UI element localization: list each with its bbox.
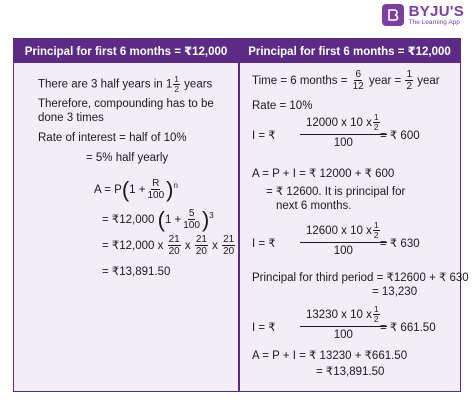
left-final-amount: = ₹13,891.50 <box>102 266 171 278</box>
solution-table <box>13 38 469 392</box>
principal-note-line-1: = ₹ 12600. It is principal for <box>266 186 406 198</box>
compounding-line-2: done 3 times <box>38 112 104 124</box>
interest-3-result: = ₹ 661.50 <box>380 322 436 334</box>
left-column-header: Principal for first 6 months = ₹12,000 <box>14 39 238 63</box>
byjus-logo <box>382 4 464 27</box>
third-principal-line: Principal for third period = ₹12600 + ₹ 630 <box>252 272 469 284</box>
time-line: Time = 6 months = $\frac{6}{12}$ year = $\frac{1}{2}$ year <box>252 69 440 93</box>
principal-note-line-2: next 6 months. <box>276 200 352 212</box>
interest-1-prefix: I = ₹ <box>252 130 276 142</box>
column-divider <box>238 39 240 391</box>
amount-3-line: A = P + I = ₹ 13230 + ₹661.50 <box>252 350 408 362</box>
product-formula: = ₹12,000 x $\frac{21}{20}$ x $\frac{21}{20}$ x $\frac{21}{20}$ <box>102 234 235 258</box>
interest-3-fraction: 13230 x 10 x $\frac{1}{2}$ 100 <box>300 305 387 341</box>
byjus-b-icon <box>382 4 404 26</box>
interest-2-fraction: 12600 x 10 x $\frac{1}{2}$ 100 <box>300 221 387 257</box>
interest-2-result: = ₹ 630 <box>380 238 420 250</box>
rate-10-line: Rate = 10% <box>252 100 313 112</box>
substituted-formula: = ₹12,000 (1 + $\frac{5}{100}$ )$^3$ <box>102 206 214 232</box>
third-principal-value: = 13,230 <box>372 286 418 298</box>
half-years-line: There are 3 half years in 1 $\frac{1}{2}$ years <box>38 74 213 94</box>
interest-1-result: = ₹ 600 <box>380 130 420 142</box>
logo-brand: BYJU'S <box>408 3 464 20</box>
interest-1-fraction: 12000 x 10 x $\frac{1}{2}$ 100 <box>300 113 387 149</box>
interest-3-prefix: I = ₹ <box>252 322 276 334</box>
right-final-amount: = ₹13,891.50 <box>316 366 385 378</box>
interest-2-prefix: I = ₹ <box>252 238 276 250</box>
compounding-line-1: Therefore, compounding has to be <box>38 98 214 110</box>
amount-1-line: A = P + I = ₹ 12000 + ₹ 600 <box>252 168 395 180</box>
right-column-header: Principal for first 6 months = ₹12,000 <box>239 39 460 63</box>
half-yearly-line: = 5% half yearly <box>86 152 169 164</box>
rate-line: Rate of interest = half of 10% <box>38 132 187 144</box>
compound-formula: A = P(1 + $\frac{R}{100}$ )$^n$ <box>94 176 178 202</box>
logo-tagline: The Learning App <box>408 19 460 26</box>
